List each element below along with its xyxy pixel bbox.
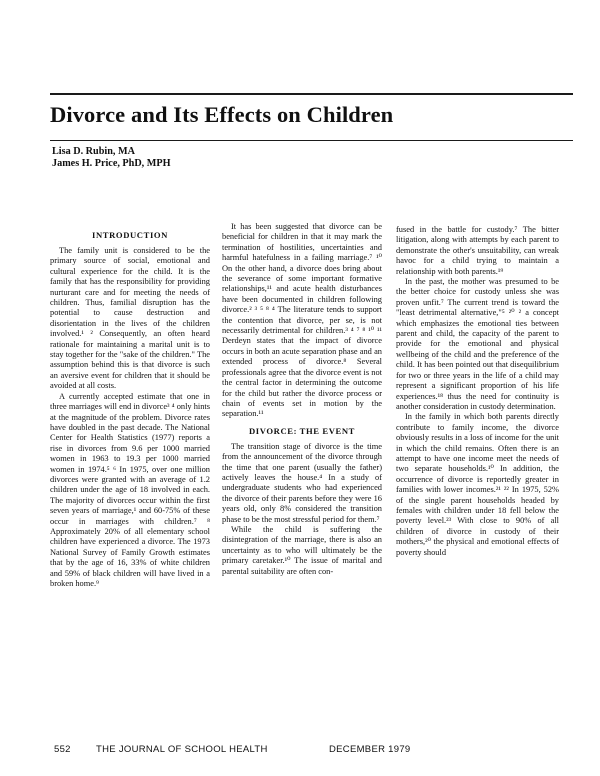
paragraph: A currently accepted estimate that one in three marriages will end in divorce³ ⁴ only hints at the magnitude of the problem. Divorce rates have doubled in the past decade. The National Center for Health Statistics (1977) reports a rise in divorces from 9.6 per 1000 married women in 1963 to 19.3 per 1000 married women in 1974.⁵ ⁶ In 1975, over one million divorces were granted with an average of 1.2 children under the age of 18 involved in each. The majority of divorces occur within the first seven years of marriage,¹ and 60-75% of these occur in marriages with children.⁷ ⁸ Approximately 20% of all elementary school children have experienced a divorce. The 1973 National Survey of Family Growth estimates that by the age of 16, 33% of white children and 59% of black children will have lived in a broken home.⁹ [50, 391, 210, 588]
paragraph: It has been suggested that divorce can be beneficial for children in that it may mark the termination of hostilities, uncertainties and harmful hatefulness in a failing marriage.⁷ ¹⁰ On the other hand, a divorce does bring about the severance of some important formative relationships,¹¹ and acute health disturbances have been documented in children following divorce.² ³ ⁵ ⁸ ⁴ The literature tends to support the contention that divorce, per se, is not necessarily detrimental for children.³ ⁴ ⁷ ⁸ ¹⁰ ¹¹ Derdeyn states that the impact of divorce occurs in both an acute separation phase and an extended process of divorce.⁸ Several professionals agree that the divorce event is not the central factor in determining the outcome for the child but rather the divorce process or chain of events set in motion by the separation.¹¹ [222, 222, 382, 419]
article-title: Divorce and Its Effects on Children [50, 102, 394, 127]
paragraph: In the family in which both parents directly contribute to family income, the divorce obviously results in a loss of income for the unit in which the child remains. Often there is an attempt to have one income meet the needs of two separate households.¹⁰ In addition, the occurrence of divorce is reportedly greater in families with lower incomes.²¹ ²² In 1975, 52% of the single parent households headed by females with children under 18 fell below the poverty level.²³ With close to 90% of all children of divorce in custody of their mothers,²⁰ the physical and emotional effects of poverty should [396, 412, 559, 557]
column-2 [222, 222, 382, 577]
title-bottom-rule [50, 140, 573, 141]
paragraph: The family unit is considered to be the primary source of social, emotional and cultural experience for the child. It is the family that has the responsibility for providing nurturant care and for meeting the needs of children. Thus, familial disruption has the potential to cause destruction and disorientation in the lives of the children involved.¹ ² Consequently, an often heard rationale for maintaining a marital unit is to stay together for the "sake of the children." The assumption behind this is that divorce is such an aversive event for children that it should be avoided at all costs. [50, 246, 210, 391]
issue-date: DECEMBER 1979 [329, 744, 411, 755]
paragraph: fused in the battle for custody.⁷ The bitter litigation, along with attempts by each parent to demonstrate the other's unsuitability, can wreak havoc for a child trying to maintain a relationship with both parents.¹⁹ [396, 225, 559, 276]
title-top-rule [50, 93, 573, 95]
author-2: James H. Price, PhD, MPH [52, 158, 171, 169]
paragraph: While the child is suffering the disintegration of the marriage, there is also an uncertainty as to who will ultimately be the primary caretaker.¹⁰ The issue of marital and parental suitability are often con- [222, 524, 382, 576]
column-3 [396, 225, 559, 558]
paragraph: The transition stage of divorce is the time from the announcement of the divorce through the time that one parent (usually the father) actively leaves the house.⁴ In a study of undergraduate students who had experienced the divorce of their parents before they were 16 years old, only 8% considered the transition phase to be the most stressful period for them.⁷ [222, 441, 382, 524]
section-heading-divorce-event: DIVORCE: THE EVENT [249, 425, 355, 436]
section-heading-introduction: INTRODUCTION [92, 230, 168, 240]
author-1: Lisa D. Rubin, MA [52, 146, 135, 157]
column-1 [50, 222, 210, 589]
paragraph: In the past, the mother was presumed to be the better choice for custody unless she was proven unfit.⁷ The current trend is toward the "least detrimental alternative,"⁵ ²⁰ ² a concept which emphasizes the emotional ties between parent and child, the capacity of the parent to provide for the emotional and physical wellbeing of the child and the preference of the child. It has been pointed out that disequilibrium for two or three years in the life of a child may represent a significant proportion of his life experiences.¹⁸ thus the need for continuity is another consideration in custody determination. [396, 277, 559, 411]
journal-name: THE JOURNAL OF SCHOOL HEALTH [96, 744, 268, 755]
page-number: 552 [54, 744, 71, 755]
